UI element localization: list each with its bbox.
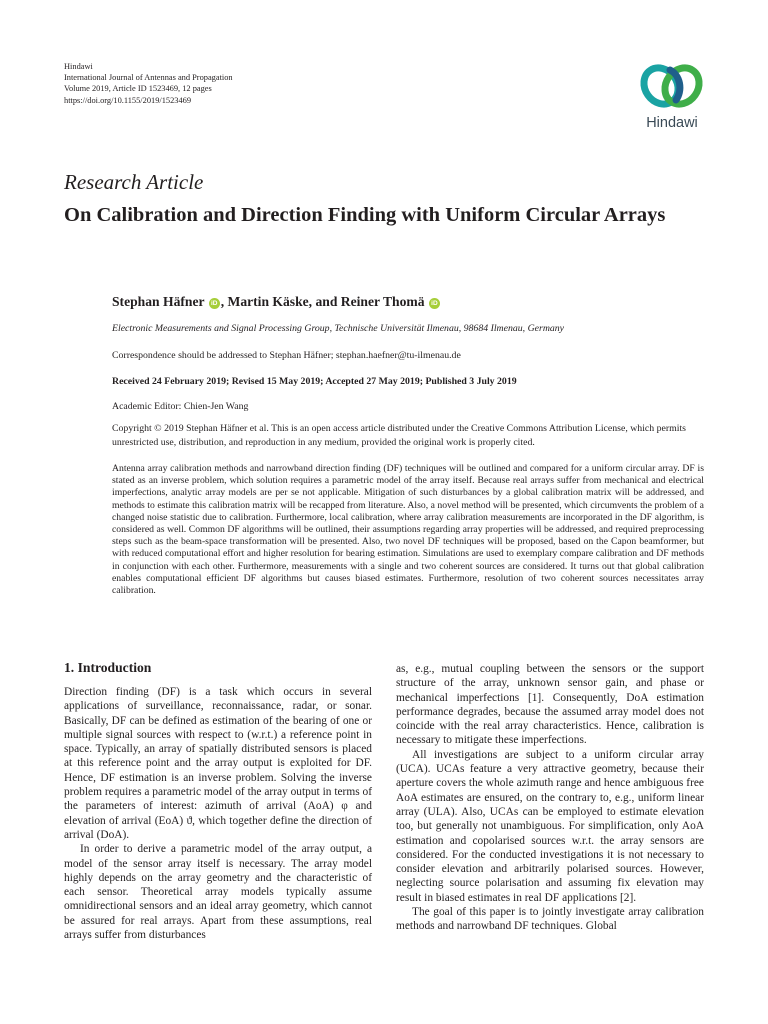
paragraph: In order to derive a parametric model of the array output, a model of the sensor array itself is necessary. The array model highly depends on the array geometry and the characteristic of each sensor. Theoretical array models typically assume omnidirectional sensors and an ideal array geometry, which cannot be assured for real arrays. Apart from these assumptions, real arrays suffer from disturbances (64, 843, 372, 942)
author-name[interactable]: Martin Käske (227, 294, 309, 309)
left-column (64, 660, 372, 942)
hindawi-logo-text: Hindawi (646, 115, 698, 131)
hindawi-logo (632, 60, 712, 134)
publisher-name: Hindawi (64, 62, 93, 71)
affiliation: Electronic Measurements and Signal Processing Group, Technische Universität Ilmenau, 98684 Ilmenau, Germany (112, 323, 565, 334)
section-heading: 1. Introduction (64, 660, 152, 675)
journal-doi[interactable]: https://doi.org/10.1155/2019/1523469 (64, 95, 192, 105)
article-type: Research Article (64, 170, 204, 194)
paragraph: Direction finding (DF) is a task which occurs in several applications of surveillance, reconnaissance, radar, or sonar. Basically, DF can be defined as estimation of the bearing of one or multiple signal sources with respect to (w.r.t.) a reference point in space. Typically, an array of spatially distributed sensors is placed at this reference point and the array output is exploited for DF. Hence, DF estimation is an inverse problem. Solving the inverse problem requires a parametric model of the array output in terms of the parameters of interest: azimuth of arrival (AoA) φ and elevation of arrival (EoA) ϑ, which together define the direction of arrival (DoA). (64, 686, 372, 841)
paragraph: The goal of this paper is to jointly investigate array calibration methods and narrowband DF techniques. Global (396, 906, 704, 933)
journal-name: International Journal of Antennas and Propagation (64, 73, 233, 83)
journal-volume: Volume 2019, Article ID 1523469, 12 pages (64, 84, 212, 94)
paragraph: All investigations are subject to a uniform circular array (UCA). UCAs feature a very attractive geometry, because their aperture covers the whole azimuth range and hence ambiguous free AoA estimates are ensured, on the contrary to, e.g., uniform linear array (ULA). Also, UCAs can be employed to estimate elevation too, but generally not unambiguous. For simplification, only AoA estimation and copolarised sources w.r.t. the array sensors are considered. For the conducted investigations it is not necessary to consider elevation and arbitrarily polarised sources. However, neglecting source polarisation and assuming fix elevation may result in biased estimates in real DF applications [2]. (396, 748, 704, 904)
author-separator: , and (308, 294, 341, 309)
copyright-notice: Copyright © 2019 Stephan Häfner et al. This is an open access article distributed under the Creative Commons Attribution License, which permits unrestricted use, distribution, and reproduction in any medium, provided the original work is properly cited. (112, 423, 686, 448)
author-name[interactable]: Reiner Thomä (340, 294, 425, 309)
author-name[interactable]: Stephan Häfner (112, 294, 205, 309)
article-title: On Calibration and Direction Finding with Uniform Circular Arrays (64, 204, 666, 226)
hindawi-rings-icon (632, 60, 712, 116)
orcid-icon[interactable]: iD (429, 298, 440, 309)
journal-header (64, 61, 233, 106)
paragraph: as, e.g., mutual coupling between the sensors or the support structure of the array, unknown sensor gain, and phase or mechanical imperfections [1]. Consequently, DoA estimation performance degrades, because the assumed array model does not coincide with the real array characteristics. Hence, calibration is necessary to mitigate these imperfections. (396, 663, 704, 747)
author-separator: , (220, 294, 228, 309)
orcid-icon[interactable]: iD (209, 298, 220, 309)
publication-dates: Received 24 February 2019; Revised 15 May 2019; Accepted 27 May 2019; Published 3 July 2019 (112, 376, 517, 387)
correspondence: Correspondence should be addressed to Stephan Häfner; stephan.haefner@tu-ilmenau.de (112, 350, 461, 361)
right-column (396, 662, 704, 934)
author-list (112, 294, 441, 310)
academic-editor: Academic Editor: Chien-Jen Wang (112, 401, 249, 412)
abstract: Antenna array calibration methods and narrowband direction finding (DF) techniques will be outlined and compared for a uniform circular array. DF is stated as an inverse problem, which solution requires a parametric model of the array itself. Because real arrays suffer from mechanical and electrical imperfections, analytic array models are per se not applicable. Mitigation of such disturbances by a global calibration matrix will be addressed, and methods to estimate this calibration matrix will be recapped from literature. Also, a novel method will be presented, which circumvents the problem of a changed noise statistic due to calibration. Furthermore, local calibration, where array calibration measurements are incorporated in the DF algorithm, is considered as well. Common DF algorithms will be outlined, their assumptions regarding array properties will be addressed, and required preprocessing steps such as the beam-space transformation will be presented. Also, two novel DF techniques will be proposed, based on the Capon beamformer, but with reduced computational effort and higher resolution for bearing estimation. Simulations are used to exemplary compare calibration and DF methods in conjunction with each other. Furthermore, measurements with a single and two coherent sources are considered. It turns out that global calibration enables computational efficient DF algorithms but causes biased estimates. Furthermore, resolution of two coherent sources necessitates array calibration. (112, 463, 704, 597)
